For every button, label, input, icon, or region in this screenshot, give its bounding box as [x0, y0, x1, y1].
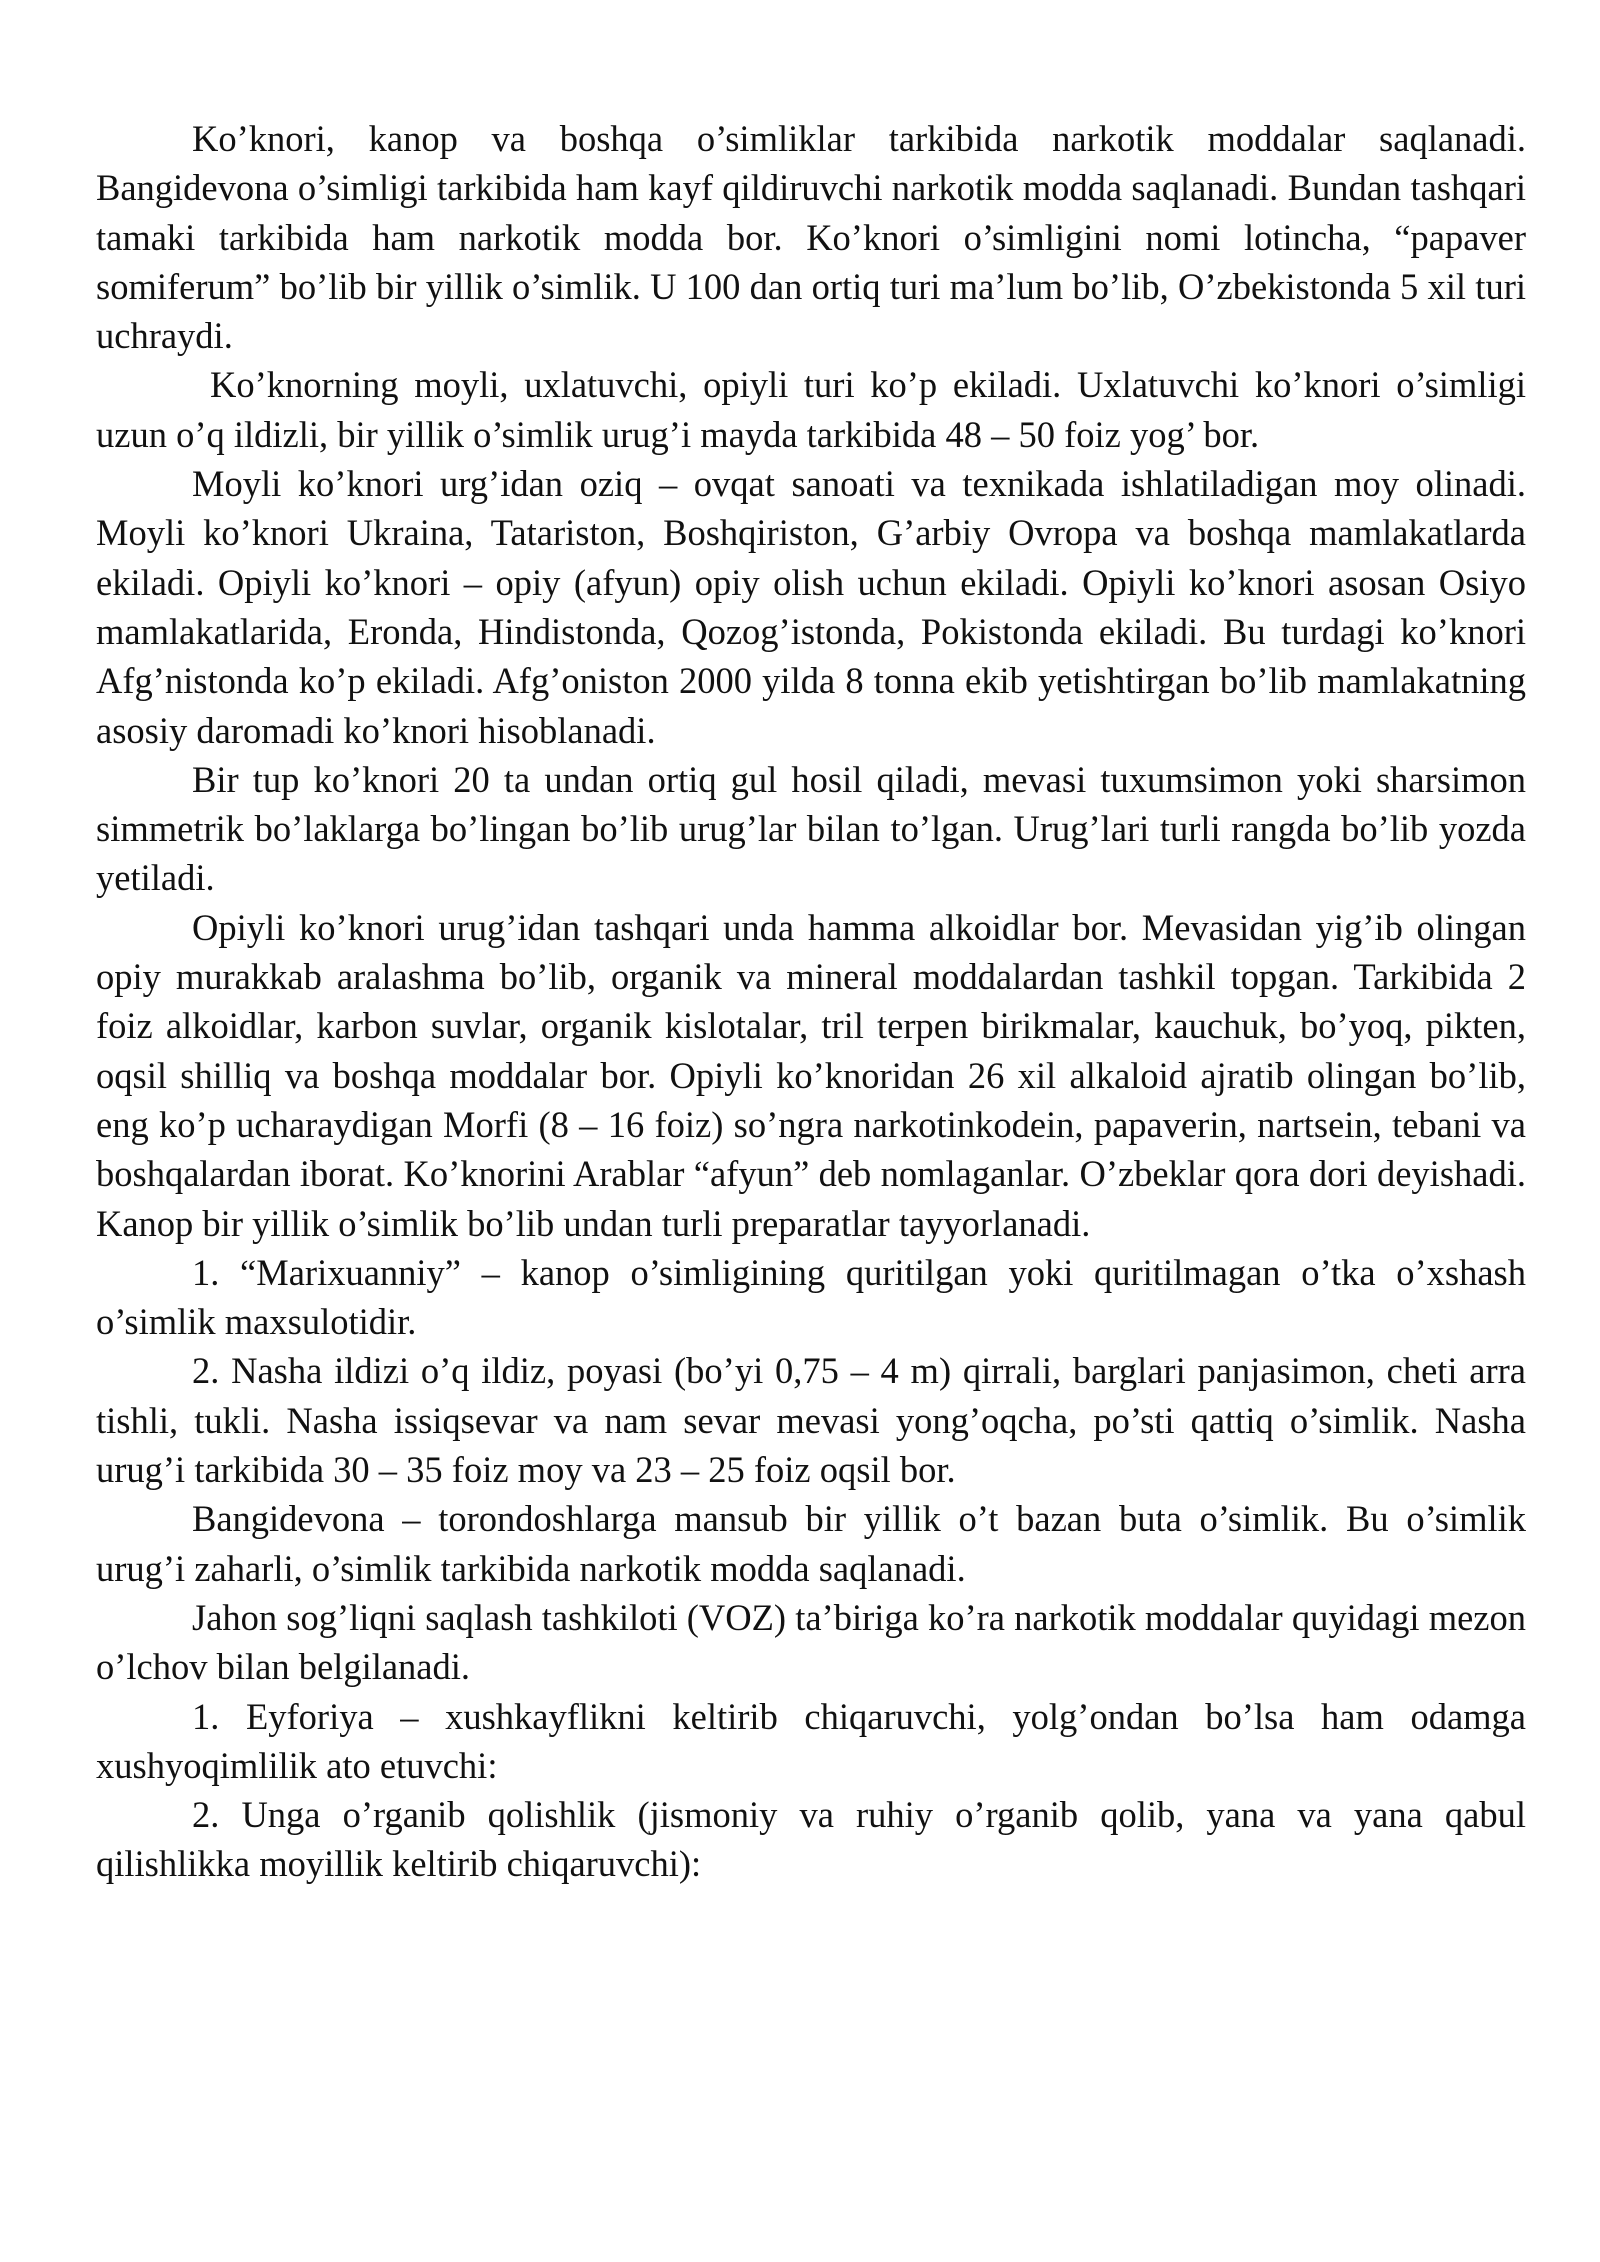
criteria-item-2: 2. Unga o’rganib qolishlik (jismoniy va ruhiy o’rganib qolib, yana va yana qabul qilishlikka moyillik keltirib chiqaruvchi):: [96, 1794, 1526, 1885]
paragraph-2: Ko’knorning moyli, uxlatuvchi, opiyli turi ko’p ekiladi. Uxlatuvchi ko’knori o’simligi uzun o’q ildizli, bir yillik o’simlik urug’i mayda tarkibida 48 – 50 foiz yog’ bor.: [96, 364, 1526, 455]
paragraph-3: Moyli ko’knori urg’idan oziq – ovqat sanoati va texnikada ishlatiladigan moy olinadi. Moyli ko’knori Ukraina, Tatariston, Boshqiriston, G’arbiy Ovropa va boshqa mamlakatlarda ekiladi. Opiyli ko’knori – opiy (afyun) opiy olish uchun ekiladi. Opiyli ko’knori asosan Osiyo mamlakatlarida, Eronda, Hindistonda, Qozog’istonda, Pokistonda ekiladi. Bu turdagi ko’knori Afg’nistonda ko’p ekiladi. Afg’oniston 2000 yilda 8 tonna ekib yetishtirgan bo’lib mamlakatning asosiy daromadi ko’knori hisoblanadi.: [96, 463, 1526, 751]
paragraph-5: Opiyli ko’knori urug’idan tashqari unda hamma alkoidlar bor. Mevasidan yig’ib olingan opiy murakkab aralashma bo’lib, organik va mineral moddalardan tashkil topgan. Tarkibida 2 foiz alkoidlar, karbon suvlar, organik kislotalar, tril terpen birikmalar, kauchuk, bo’yoq, pikten, oqsil shilliq va boshqa moddalar bor. Opiyli ko’knoridan 26 xil alkaloid ajratib olingan bo’lib, eng ko’p ucharaydigan Morfi (8 – 16 foiz) so’ngra narkotinkodein, papaverin, nartsein, tebani va boshqalardan iborat. Ko’knorini Arablar “afyun” deb nomlaganlar. O’zbeklar qora dori deyishadi. Kanop bir yillik o’simlik bo’lib undan turli preparatlar tayyorlanadi.: [96, 906, 1526, 1244]
list-item-marixuanniy: 1. “Marixuanniy” – kanop o’simligining quritilgan yoki quritilmagan o’tka o’xshash o’simlik maxsulotidir.: [96, 1251, 1526, 1343]
criteria-item-1: 1. Eyforiya – xushkayflikni keltirib chiqaruvchi, yolg’ondan bo’lsa ham odamga xushyoqimlilik ato etuvchi:: [96, 1695, 1526, 1786]
paragraph-bangidevona: Bangidevona – torondoshlarga mansub bir yillik o’t bazan buta o’simlik. Bu o’simlik urug’i zaharli, o’simlik tarkibida narkotik modda saqlanadi.: [96, 1498, 1526, 1589]
paragraph-4: Bir tup ko’knori 20 ta undan ortiq gul hosil qiladi, mevasi tuxumsimon yoki sharsimon simmetrik bo’laklarga bo’lingan bo’lib urug’lar bilan to’lgan. Urug’lari turli rangda bo’lib yozda yetiladi.: [96, 758, 1526, 899]
paragraph-1: Ko’knori, kanop va boshqa o’simliklar tarkibida narkotik moddalar saqlanadi. Bangidevona o’simligi tarkibida ham kayf qildiruvchi narkotik modda saqlanadi. Bundan tashqari tamaki tarkibida ham narkotik modda bor. Ko’knori o’simligini nomi lotincha, “papaver somiferum” bo’lib bir yillik o’simlik. U 100 dan ortiq turi ma’lum bo’lib, O’zbekistonda 5 xil turi uchraydi.: [96, 118, 1526, 357]
document-page: [96, 114, 1526, 1889]
paragraph-voz: Jahon sog’liqni saqlash tashkiloti (VOZ) ta’biriga ko’ra narkotik moddalar quyidagi mezon o’lchov bilan belgilanadi.: [96, 1596, 1526, 1688]
list-item-nasha: 2. Nasha ildizi o’q ildiz, poyasi (bo’yi 0,75 – 4 m) qirrali, barglari panjasimon, cheti arra tishli, tukli. Nasha issiqsevar va nam sevar mevasi yong’oqcha, po’sti qattiq o’simlik. Nasha urug’i tarkibida 30 – 35 foiz moy va 23 – 25 foiz oqsil bor.: [96, 1350, 1526, 1491]
